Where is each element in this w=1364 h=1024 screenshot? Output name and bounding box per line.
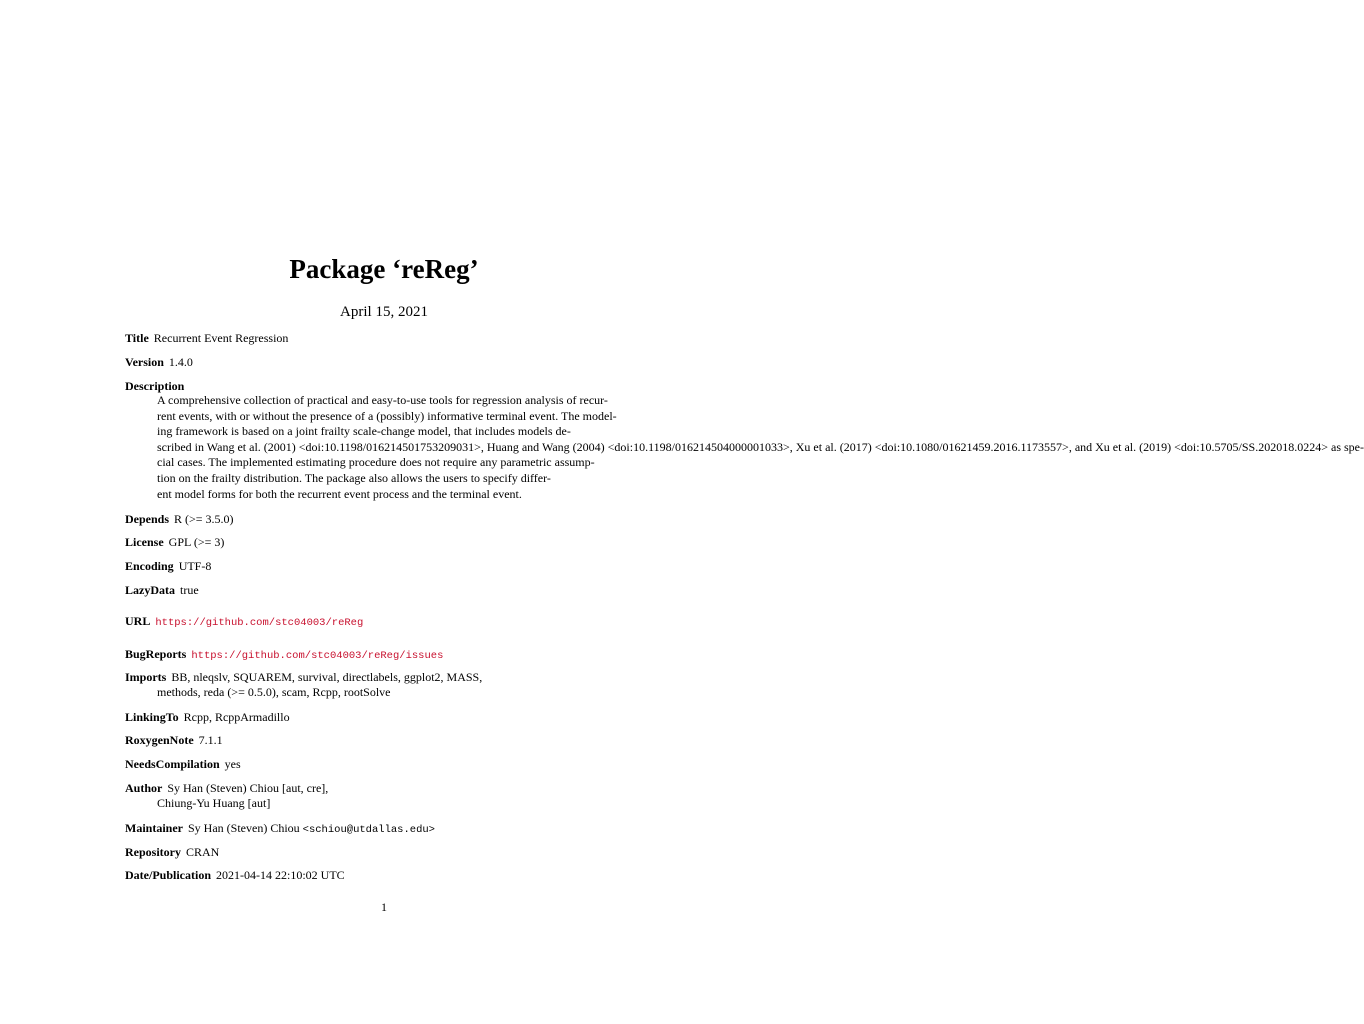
field-url-label: URL <box>125 614 151 628</box>
url-link[interactable]: https://github.com/stc04003/reReg <box>155 617 364 629</box>
field-datepublication-value: 2021-04-14 22:10:02 UTC <box>216 868 345 882</box>
field-depends-label: Depends <box>125 512 170 526</box>
field-license-label: License <box>125 535 164 549</box>
package-title: Package ‘reReg’ <box>289 254 479 284</box>
description-text <box>157 393 1364 502</box>
field-imports-continuation: methods, reda (>= 0.5.0), scam, Rcpp, rootSolve <box>157 685 391 699</box>
field-author-label: Author <box>125 781 163 795</box>
field-lazydata <box>125 583 199 598</box>
field-repository-value: CRAN <box>186 845 220 859</box>
field-roxygennote-value: 7.1.1 <box>198 733 223 747</box>
field-linkingto <box>125 710 290 725</box>
field-linkingto-label: LinkingTo <box>125 710 179 724</box>
field-repository-label: Repository <box>125 845 181 859</box>
field-version-label: Version <box>125 355 164 369</box>
field-imports-value: BB, nleqslv, SQUAREM, survival, directlabels, ggplot2, MASS, <box>171 670 483 684</box>
field-title <box>125 331 288 346</box>
field-title-value: Recurrent Event Regression <box>153 331 289 345</box>
field-linkingto-value: Rcpp, RcppArmadillo <box>183 710 290 724</box>
field-maintainer <box>125 821 435 838</box>
field-repository <box>125 845 219 860</box>
field-maintainer-label: Maintainer <box>125 821 183 835</box>
field-author-continuation: Chiung-Yu Huang [aut] <box>157 796 271 810</box>
description-line: ent model forms for both the recurrent event process and the terminal event. <box>157 486 522 501</box>
package-date: April 15, 2021 <box>340 304 428 320</box>
field-encoding-value: UTF-8 <box>178 559 212 573</box>
field-lazydata-label: LazyData <box>125 583 175 597</box>
maintainer-email: <schiou@utdallas.edu> <box>302 824 435 836</box>
description-line: ing framework is based on a joint frailty scale-change model, that includes models de- <box>157 424 571 439</box>
field-author <box>125 781 328 796</box>
maintainer-name: Sy Han (Steven) Chiou <box>188 821 300 835</box>
field-encoding-label: Encoding <box>125 559 174 573</box>
field-encoding <box>125 559 211 574</box>
field-needscompilation-value: yes <box>224 757 241 771</box>
description-line: A comprehensive collection of practical and easy-to-use tools for regression analysis of recur- <box>157 393 608 407</box>
field-needscompilation-label: NeedsCompilation <box>125 757 220 771</box>
field-needscompilation <box>125 757 241 772</box>
field-roxygennote-label: RoxygenNote <box>125 733 194 747</box>
field-roxygennote <box>125 733 223 748</box>
field-bugreports <box>125 647 443 664</box>
field-title-label: Title <box>125 331 149 345</box>
field-author-value: Sy Han (Steven) Chiou [aut, cre], <box>167 781 329 795</box>
description-line: scribed in Wang et al. (2001) <doi:10.1198/016214501753209031>, Huang and Wang (2004) <doi:10.1198/016214504000001033>, Xu et al. (2017) <doi:10.1080/01621459.2016.1173557>, and Xu et al. (2019) <doi:10.5705/SS.202018.0224> as spe- <box>157 439 1364 454</box>
field-bugreports-label: BugReports <box>125 647 187 661</box>
field-datepublication <box>125 868 345 883</box>
field-license-value: GPL (>= 3) <box>168 535 225 549</box>
field-imports-label: Imports <box>125 670 167 684</box>
field-imports <box>125 670 482 685</box>
field-url <box>125 614 363 631</box>
page-number: 1 <box>381 900 387 914</box>
field-version-value: 1.4.0 <box>168 355 193 369</box>
field-version <box>125 355 193 370</box>
field-description <box>125 379 189 394</box>
field-license <box>125 535 224 550</box>
description-line: rent events, with or without the presence of a (possibly) informative terminal event. The model- <box>157 408 617 423</box>
bugreports-link[interactable]: https://github.com/stc04003/reReg/issues <box>191 650 444 662</box>
field-datepublication-label: Date/Publication <box>125 868 211 882</box>
field-depends-value: R (>= 3.5.0) <box>174 512 234 526</box>
description-line: tion on the frailty distribution. The package also allows the users to specify differ- <box>157 470 551 485</box>
field-description-label: Description <box>125 379 185 393</box>
field-depends <box>125 512 234 527</box>
description-line: cial cases. The implemented estimating procedure does not require any parametric assump- <box>157 455 595 470</box>
field-lazydata-value: true <box>180 583 199 597</box>
